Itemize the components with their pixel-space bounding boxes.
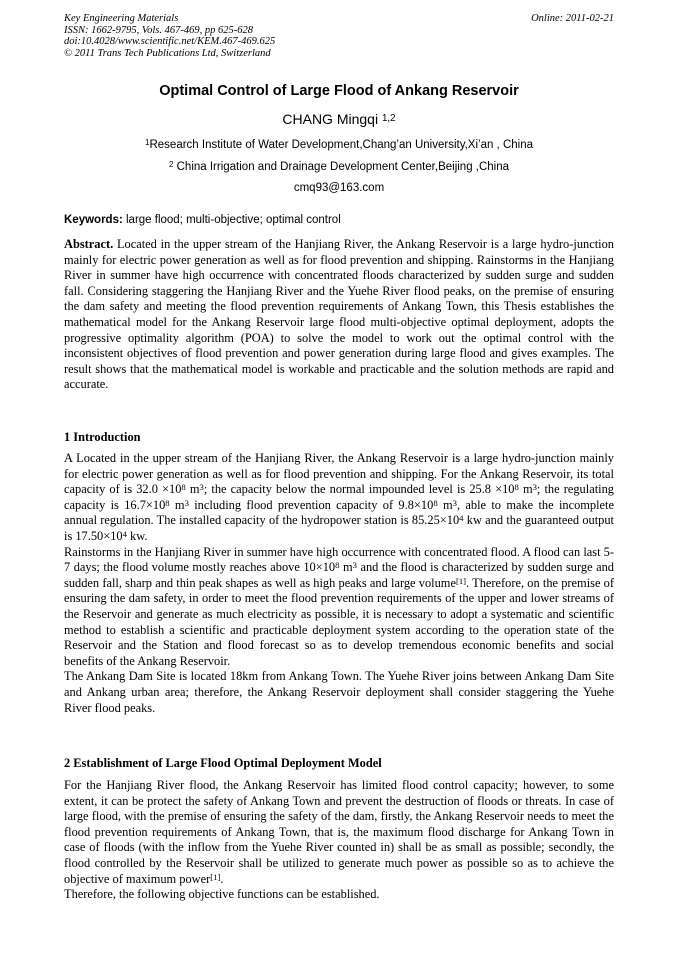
affiliation-2 [0, 161, 678, 173]
text-run: and the flood is characterized by sudden surge and sudden fall, sharp and thin peak shapes as well as high peaks and large volume [64, 560, 614, 590]
section-2-paragraph-2: Therefore, the following objective functions can be established. [64, 887, 380, 902]
text-run: . Therefore, on the premise of ensuring the dam safety, in order to meet the flood prevention requirements of the upper and lower streams of the Reservoir and generate as much electricity as possible, it is necessary to adopt a systematic and scientific method to establish a scientific and practicable deployment system according to the operation state of the Reservoir and the Station and flood forecast so as to develop tremendous economic benefits and social benefits of the Ankang Reservoir. [64, 575, 614, 668]
section-2-heading: 2 Establishment of Large Flood Optimal Deployment Model [64, 756, 382, 770]
text-run: m [437, 497, 453, 512]
affiliation-1 [0, 139, 678, 151]
superscript: 8 [514, 482, 519, 493]
affiliation-1-mark: 1 [145, 138, 150, 148]
author-email: cmq93@163.com [293, 182, 385, 194]
superscript: 3 [184, 497, 189, 508]
section-1-paragraph-1 [64, 451, 614, 545]
superscript: 3 [452, 497, 457, 508]
section-1-body [64, 451, 614, 716]
keywords-text: large flood; multi-objective; optimal control [122, 214, 341, 226]
issn-line: ISSN: 1662-9795, Vols. 467-469, pp 625-628 [64, 24, 253, 36]
text-run: kw and the guaranteed output is 17.50×10 [64, 513, 614, 543]
citation: [1] [210, 871, 221, 882]
text-run: m [185, 482, 200, 497]
section-1-paragraph-3: The Ankang Dam Site is located 18km from Ankang Town. The Yuehe River joins between Ankang Dam Site and Ankang urban area; therefore, the Ankang Reservoir deployment shall consider staggering the Yuehe River flood peaks. [64, 669, 614, 715]
text-run: kw. [126, 528, 148, 543]
section-2-body [64, 778, 614, 903]
author-marks: 1,2 [381, 112, 396, 124]
doi-line: doi:10.4028/www.scientific.net/KEM.467-469.625 [64, 36, 276, 47]
text-run: m [518, 482, 533, 497]
superscript: 4 [122, 528, 127, 539]
text-run: ; the capacity below the normal impounded level is 25.8 ×10 [203, 482, 515, 497]
affiliation-1-text: Research Institute of Water Development,Chang’an University,Xi’an , China [149, 139, 533, 151]
text-run: including flood prevention capacity of 9.8×10 [188, 497, 434, 512]
citation: [1] [455, 575, 467, 586]
section-1-heading: 1 Introduction [64, 430, 141, 444]
keywords [64, 214, 341, 226]
text-run: Rainstorms in the Hanjiang River in summer have high occurrence with concentrated flood. A flood can last 5-7 days; the flood volume mostly reaches above 10×10 [64, 544, 614, 575]
section-1-paragraph-2 [64, 545, 614, 670]
online-date: Online: 2011-02-21 [531, 13, 614, 24]
text-run: . [220, 871, 224, 886]
superscript: 3 [532, 482, 537, 493]
superscript: 4 [459, 513, 464, 524]
journal-header [64, 13, 614, 59]
keywords-label: Keywords: [64, 214, 123, 226]
author-line [0, 111, 678, 127]
abstract-label: Abstract. [64, 237, 114, 251]
superscript: 3 [352, 560, 357, 571]
text-run: , able to make the incomplete annual regulation. The installed capacity of the hydropower station is 85.25×10 [64, 497, 615, 528]
superscript: 3 [199, 482, 204, 493]
abstract-text: Located in the upper stream of the Hanjiang River, the Ankang Reservoir is a large hydro-junction mainly for electric power generation as well as for flood prevention and shipping. Rainstorms in the Hanjiang River in summer have high occurrence with concentrated floods characterized by sudden surge and sudden fall. Considering staggering the Hanjiang River and the Yuehe River flood peaks, on the premise of ensuring the dam safety and meeting the flood prevention requirements of Ankang Town, this Thesis establishes the mathematical model for the Ankang Reservoir large flood multi-objective optimal deployment, adopts the progressive optimality algorithm (POA) to solve the model to work out the optimal control with the inconsistent objectives of flood prevention and power generation during large flood and gives examples. The result shows that the mathematical model is workable and practicable and the solution methods are rapid and accurate. [64, 237, 614, 392]
text-run: m [169, 497, 185, 512]
copyright-line: © 2011 Trans Tech Publications Ltd, Switzerland [64, 47, 271, 59]
affiliation-2-mark: 2 [168, 160, 174, 170]
superscript: 8 [181, 482, 186, 493]
text-run: ; the regulating capacity is 16.7×10 [64, 482, 614, 512]
abstract [64, 237, 614, 393]
section-2-paragraph-1 [64, 778, 614, 887]
text-run: For the Hanjiang River flood, the Ankang Reservoir has limited flood control capacity; however, to some extent, it can be protect the safety of Ankang Town and prevent the destruction of floods or threats. In case of large flood, with the premise of ensuring the safety of the dam, firstly, the Ankang Reservoir needs to meet the flood prevention requirements of Ankang Town, that is, the maximum flood discharge for Ankang Town in case of floods (with the inflow from the Yuehe River counted in) shall be as small as possible; secondly, the flood controlled by the Reservoir shall be utilized to generate much power as possible so as to achieve the objective of maximum power [64, 778, 614, 886]
affiliation-2-text: China Irrigation and Drainage Development Center,Beijing ,China [173, 161, 510, 173]
superscript: 8 [335, 560, 340, 571]
superscript: 8 [433, 497, 438, 508]
text-run: A Located in the upper stream of the Hanjiang River, the Ankang Reservoir is a large hydro-junction mainly for electric power generation as well as for flood prevention and shipping. For the Ankang Reservoir, its total capacity of is 32.0 ×10 [64, 451, 614, 497]
author-name: CHANG Mingqi [282, 111, 382, 127]
text-run: m [339, 560, 353, 575]
paper-title: Optimal Control of Large Flood of Ankang Reservoir [159, 83, 519, 99]
journal-name: Key Engineering Materials [64, 13, 179, 24]
superscript: 8 [165, 497, 170, 508]
